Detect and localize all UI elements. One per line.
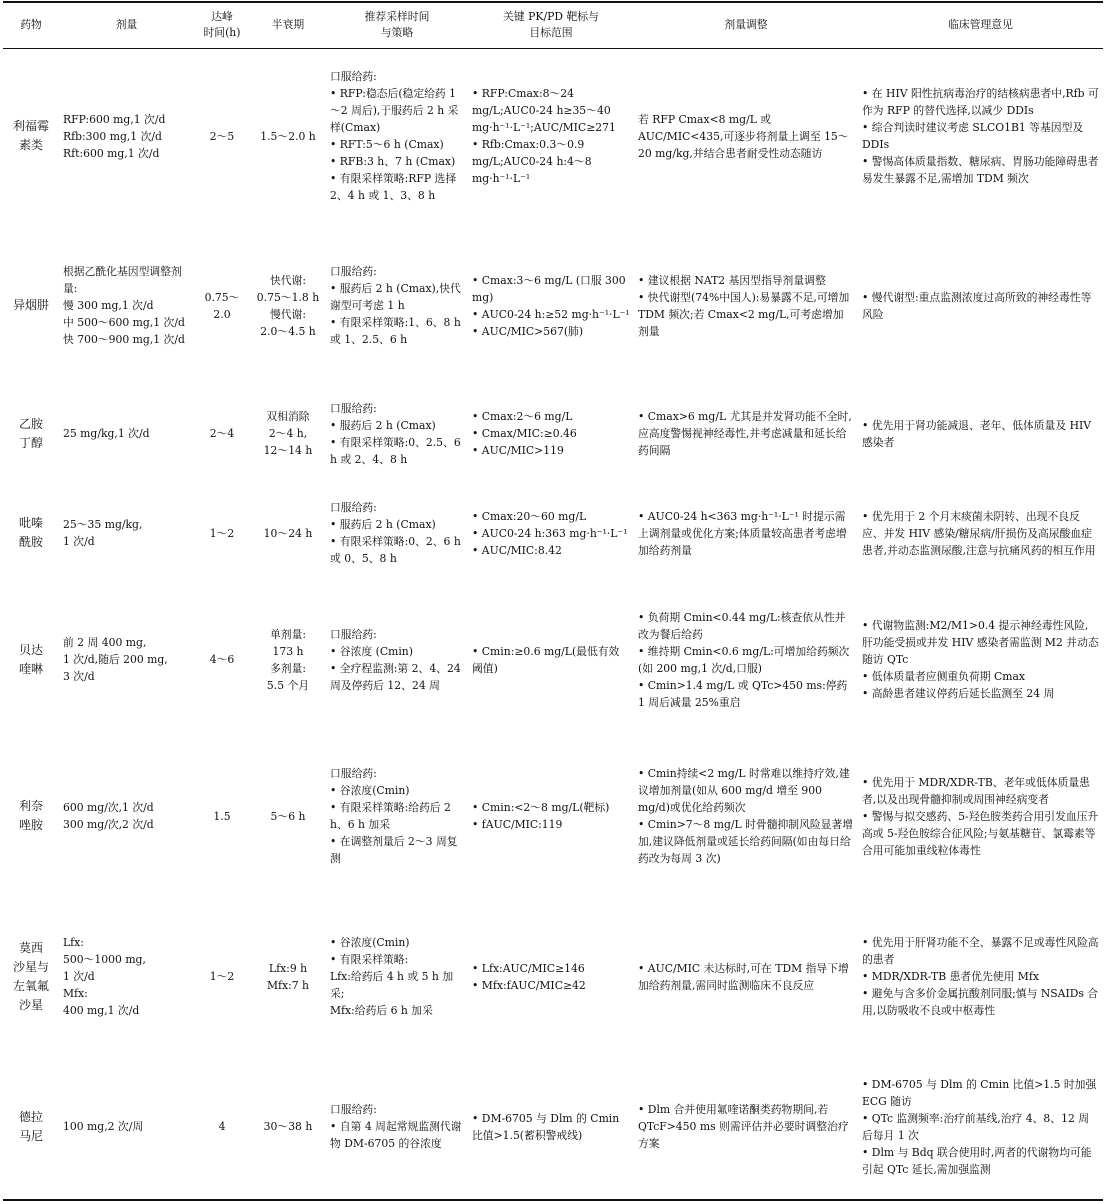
cell-line: • 优先用于肾功能减退、老年、低体质量及 HIV 感染者 — [862, 418, 1092, 449]
cell-target — [468, 586, 634, 733]
cell-line: Rft:600 mg,1 次/d — [63, 146, 160, 160]
cell-line: • QTc 监测频率:治疗前基线,治疗 4、8、12 周后每月 1 次 — [862, 1111, 1090, 1142]
cell-line: • 服药后 2 h (Cmax),快代谢型可考虑 1 h — [330, 282, 461, 312]
cell-line: Lfx: — [63, 936, 84, 949]
text-line: 唑胺 — [18, 818, 43, 832]
text-line: 德拉 — [18, 1109, 43, 1124]
cell-sampling — [326, 586, 468, 733]
cell-line: • Lfx:AUC/MIC≥146 — [472, 961, 585, 975]
cell-half-life — [250, 1054, 326, 1200]
cell-adjust — [634, 733, 858, 899]
cell-line: • 警惕高体质量指数、糖尿病、胃肠功能障碍患者易发生暴露不足,需增加 TDM 频次 — [862, 155, 1099, 186]
cell-line: 口服给药: — [330, 401, 377, 415]
text-line: 10～24 h — [263, 526, 313, 540]
text-line: 目标范围 — [529, 26, 573, 40]
cell-line: • AUC/MIC:8.42 — [472, 543, 562, 557]
text-line: 关键 PK/PD 靶标与 — [503, 10, 599, 24]
header-drug — [3, 2, 59, 48]
cell-line: • RFB:3 h、7 h (Cmax) — [330, 155, 456, 169]
cell-tmax — [194, 48, 250, 224]
text-line: Lfx:9 h — [268, 961, 308, 975]
cell-line: • RFP:稳态后(稳定给药 1～2 周后),于服药后 2 h 采样(Cmax) — [330, 87, 459, 135]
cell-sampling — [326, 224, 468, 387]
cell-line: • 负荷期 Cmin<0.44 mg/L:核查依从性并改为餐后给药 — [638, 610, 846, 641]
text-line: 4 — [218, 1120, 226, 1133]
text-line: 30～38 h — [263, 1120, 313, 1133]
cell-line: • 谷浓度(Cmin) — [330, 784, 410, 797]
table-row — [3, 586, 1103, 733]
cell-line: • 建议根据 NAT2 基因型指导剂量调整 — [638, 273, 826, 287]
table-row — [3, 387, 1103, 480]
cell-line: • RFP:Cmax:8～24 mg/L;AUC0-24 h≥35～40 mg·h⁻¹·L⁻¹;AUC/MIC≥271 — [472, 87, 616, 135]
cell-line: • 在 HIV 阳性抗病毒治疗的结核病患者中,Rfb 可作为 RFP 的替代选择,以减少 DDIs — [862, 87, 1099, 118]
cell-line: 口服给药: — [330, 501, 377, 514]
cell-line: • MDR/XDR-TB 患者优先使用 Mfx — [862, 970, 1039, 983]
text-line: 0.75～1.8 h — [256, 290, 320, 304]
cell-line: • Dlm 合并使用氟喹诺酮类药物期间,若 QTcF>450 ms 则需评估并必要时调整治疗方案 — [638, 1103, 849, 1150]
cell-line: • Cmax:2～6 mg/L — [472, 410, 573, 423]
cell-target — [468, 387, 634, 480]
text-line: 1～2 — [209, 526, 235, 540]
cell-dose — [59, 224, 194, 387]
cell-clinical — [858, 480, 1103, 586]
cell-line: • 代谢物监测:M2/M1>0.4 提示神经毒性风险,肝功能受损或并发 HIV 感染者需监测 M2 并动态随访 QTc — [862, 619, 1099, 666]
cell-line: • 有限采样策略:RFP 选择 2、4 h 或 1、3、8 h — [330, 172, 457, 203]
text-line: 2～4 — [209, 427, 235, 440]
header-clinical — [858, 2, 1103, 48]
cell-line: • Dlm 与 Bdq 联合使用时,两者的代谢物均可能引起 QTc 延长,需加强监测 — [862, 1145, 1092, 1176]
cell-line: • 全疗程监测:第 2、4、24 周及停药后 12、24 周 — [330, 661, 461, 692]
cell-drug — [3, 224, 59, 387]
cell-line: • 谷浓度 (Cmin) — [330, 644, 413, 658]
cell-target — [468, 224, 634, 387]
cell-half-life — [250, 48, 326, 224]
cell-line: • 服药后 2 h (Cmax) — [330, 518, 436, 531]
text-line: 临床管理意见 — [948, 18, 1013, 32]
cell-line: • 优先用于 MDR/XDR-TB、老年或低体质量患者,以及出现骨髓抑制或周围神经病变者 — [862, 775, 1090, 806]
cell-line: 若 RFP Cmax<8 mg/L 或 AUC/MIC<435,可逐步将剂量上调至 15～20 mg/kg,并结合患者耐受性动态随访 — [638, 112, 849, 160]
table-body — [3, 48, 1103, 1200]
text-line: 时间(h) — [203, 26, 241, 40]
cell-line: 25 mg/kg,1 次/d — [63, 427, 150, 440]
text-line: 2～4 h, — [268, 427, 308, 440]
cell-line: • Cmax:20～60 mg/L — [472, 509, 587, 523]
text-line: 173 h — [272, 644, 304, 658]
text-line: 异烟肼 — [12, 298, 49, 312]
table-row — [3, 1054, 1103, 1200]
text-line: 丁醇 — [18, 435, 43, 450]
cell-line: • 维持期 Cmin<0.6 mg/L:可增加给药频次(如 200 mg,1 次/d,口服) — [638, 644, 850, 675]
cell-clinical — [858, 586, 1103, 733]
cell-adjust — [634, 586, 858, 733]
text-line: 莫西 — [18, 940, 43, 955]
cell-sampling — [326, 1054, 468, 1200]
cell-dose — [59, 480, 194, 586]
text-line: 1.5～2.0 h — [260, 129, 316, 143]
text-line: 2.0 — [213, 307, 231, 321]
cell-clinical — [858, 1054, 1103, 1200]
cell-dose — [59, 586, 194, 733]
cell-tmax — [194, 224, 250, 387]
text-line: 1～2 — [209, 970, 235, 983]
text-line: 药物 — [20, 18, 42, 32]
cell-line: • AUC0-24 h:≥52 mg·h⁻¹·L⁻¹ — [472, 307, 630, 321]
cell-dose — [59, 387, 194, 480]
cell-tmax — [194, 1054, 250, 1200]
cell-line: • Cmin持续<2 mg/L 时常难以维持疗效,建议增加剂量(如从 600 mg/d 增至 900 mg/d)或优化给药频次 — [638, 767, 850, 814]
cell-line: 慢 300 mg,1 次/d — [63, 299, 154, 312]
text-line: 左氧氟 — [12, 978, 49, 993]
cell-line: Lfx:给药后 4 h 或 5 h 加采; — [330, 970, 454, 1000]
text-line: 沙星与 — [12, 959, 49, 974]
cell-line: • 优先用于 2 个月末痰菌未阴转、出现不良反应、并发 HIV 感染/糖尿病/肝损伤及高尿酸血症患者,并动态监测尿酸,注意与抗痛风药的相互作用 — [862, 509, 1096, 557]
cell-line: • 有限采样策略: — [330, 953, 409, 966]
cell-line: • 优先用于肝肾功能不全、暴露不足或毒性风险高的患者 — [862, 936, 1099, 966]
cell-sampling — [326, 733, 468, 899]
cell-tmax — [194, 480, 250, 586]
text-line: 半衰期 — [271, 18, 305, 32]
cell-line: • 服药后 2 h (Cmax) — [330, 418, 436, 432]
text-line: 达峰 — [211, 10, 233, 24]
cell-drug — [3, 899, 59, 1054]
text-line: 喹啉 — [18, 661, 43, 676]
cell-sampling — [326, 480, 468, 586]
cell-dose — [59, 733, 194, 899]
table-row — [3, 224, 1103, 387]
cell-line: • Mfx:fAUC/MIC≥42 — [472, 978, 586, 992]
cell-target — [468, 899, 634, 1054]
cell-line: • 高龄患者建议停药后延长监测至 24 周 — [862, 687, 1055, 700]
cell-line: 3 次/d — [63, 670, 95, 683]
cell-line: • AUC0-24 h<363 mg·h⁻¹·L⁻¹ 时提示需上调剂量或优化方案;体质量较高患者考虑增加给药剂量 — [638, 509, 847, 557]
cell-line: • Cmin>1.4 mg/L 或 QTc>450 ms:停药 1 周后减量 25%重启 — [638, 678, 848, 709]
cell-dose — [59, 1054, 194, 1200]
cell-drug — [3, 733, 59, 899]
cell-target — [468, 48, 634, 224]
cell-line: 口服给药: — [330, 1103, 377, 1116]
text-line: 双相消除 — [266, 410, 310, 423]
table-row — [3, 48, 1103, 224]
cell-line: • AUC/MIC>567(肺) — [472, 324, 584, 338]
cell-line: • 慢代谢型:重点监测浓度过高所致的神经毒性等风险 — [862, 290, 1092, 321]
header-target — [468, 2, 634, 48]
cell-line: 1 次/d — [63, 535, 95, 548]
cell-line: • 有限采样策略:给药后 2 h、6 h 加采 — [330, 801, 451, 831]
cell-clinical — [858, 387, 1103, 480]
cell-drug — [3, 48, 59, 224]
cell-line: 口服给药: — [330, 70, 377, 84]
cell-target — [468, 733, 634, 899]
cell-line: • fAUC/MIC:119 — [472, 818, 563, 831]
cell-target — [468, 480, 634, 586]
cell-half-life — [250, 733, 326, 899]
cell-line: • Cmin>7～8 mg/L 时骨髓抑制风险显著增加,建议降低剂量或延长给药间隔(如由每日给药改为每周 3 次) — [638, 818, 854, 865]
cell-tmax — [194, 586, 250, 733]
header-row — [3, 2, 1103, 48]
cell-line: • Cmax:3～6 mg/L (口服 300 mg) — [472, 273, 626, 304]
text-line: 推荐采样时间 — [364, 10, 430, 24]
cell-target — [468, 1054, 634, 1200]
cell-line: 口服给药: — [330, 627, 377, 641]
cell-adjust — [634, 899, 858, 1054]
cell-line: RFP:600 mg,1 次/d — [63, 112, 166, 126]
cell-line: 500～1000 mg, — [63, 953, 146, 966]
cell-line: 1 次/d,随后 200 mg, — [63, 653, 168, 666]
header-half-life — [250, 2, 326, 48]
text-line: Mfx:7 h — [266, 978, 310, 992]
cell-line: Mfx: — [63, 987, 88, 1000]
cell-drug — [3, 387, 59, 480]
cell-adjust — [634, 1054, 858, 1200]
dosing-table-container — [3, 1, 1103, 1201]
cell-line: 口服给药: — [330, 265, 377, 278]
cell-half-life — [250, 224, 326, 387]
cell-line: • 低体质量者应侧重负荷期 Cmax — [862, 670, 1026, 683]
cell-line: 100 mg,2 次/周 — [63, 1120, 144, 1133]
cell-line: • 有限采样策略:0、2.5、6 h 或 2、4、8 h — [330, 435, 461, 466]
header-adjust — [634, 2, 858, 48]
cell-half-life — [250, 480, 326, 586]
cell-line: 根据乙酰化基因型调整剂量: — [63, 265, 182, 295]
cell-line: 口服给药: — [330, 767, 377, 780]
header-sampling — [326, 2, 468, 48]
cell-line: 600 mg/次,1 次/d — [63, 801, 154, 814]
text-line: 利奈 — [18, 799, 43, 813]
cell-adjust — [634, 480, 858, 586]
cell-line: • 自第 4 周起常规监测代谢物 DM-6705 的谷浓度 — [330, 1120, 462, 1150]
cell-drug — [3, 586, 59, 733]
cell-line: Mfx:给药后 6 h 加采 — [330, 1004, 433, 1017]
cell-line: • AUC/MIC 未达标时,可在 TDM 指导下增加给药剂量,需同时监测临床不良反应 — [638, 961, 849, 992]
text-line: 0.75～ — [204, 290, 240, 304]
cell-line: • Cmin:<2～8 mg/L(靶标) — [472, 801, 610, 814]
cell-adjust — [634, 387, 858, 480]
cell-adjust — [634, 224, 858, 387]
text-line: 吡嗪 — [18, 516, 43, 530]
cell-line: • 在调整剂量后 2～3 周复测 — [330, 835, 458, 865]
text-line: 贝达 — [18, 642, 43, 657]
cell-half-life — [250, 899, 326, 1054]
cell-line: • 谷浓度(Cmin) — [330, 936, 410, 949]
cell-line: 快 700～900 mg,1 次/d — [63, 333, 185, 346]
table-row — [3, 480, 1103, 586]
text-line: 5.5 个月 — [266, 678, 310, 692]
cell-line: • 避免与含多价金属抗酸剂同服;慎与 NSAIDs 合用,以防吸收不良或中枢毒性 — [862, 987, 1099, 1017]
table-row — [3, 899, 1103, 1054]
cell-dose — [59, 48, 194, 224]
text-line: 剂量调整 — [724, 18, 768, 32]
cell-line: • 警惕与拟交感药、5-羟色胺类药合用引发血压升高或 5-羟色胺综合征风险;与氨基糖苷、氯霉素等合用可能加重线粒体毒性 — [862, 809, 1099, 857]
text-line: 5～6 h — [270, 809, 306, 823]
text-line: 与策略 — [380, 26, 414, 40]
cell-line: 前 2 周 400 mg, — [63, 636, 147, 649]
cell-clinical — [858, 733, 1103, 899]
cell-line: 25～35 mg/kg, — [63, 518, 143, 531]
cell-half-life — [250, 387, 326, 480]
text-line: 2～5 — [209, 129, 235, 143]
cell-line: 1 次/d — [63, 970, 95, 983]
text-line: 快代谢: — [269, 273, 307, 287]
cell-line: • 有限采样策略:0、2、6 h 或 0、5、8 h — [330, 535, 461, 565]
cell-line: Rfb:300 mg,1 次/d — [63, 129, 162, 143]
text-line: 单剂量: — [269, 627, 307, 641]
cell-line: 400 mg,1 次/d — [63, 1004, 140, 1017]
cell-sampling — [326, 48, 468, 224]
text-line: 多剂量: — [269, 661, 307, 675]
text-line: 剂量 — [115, 18, 138, 32]
cell-line: • 快代谢型(74%中国人):易暴露不足,可增加 TDM 频次;若 Cmax<2 mg/L,可考虑增加剂量 — [638, 290, 850, 338]
cell-dose — [59, 899, 194, 1054]
cell-clinical — [858, 224, 1103, 387]
cell-clinical — [858, 899, 1103, 1054]
cell-tmax — [194, 387, 250, 480]
cell-adjust — [634, 48, 858, 224]
text-line: 乙胺 — [18, 416, 43, 431]
cell-line: • Cmax/MIC:≥0.46 — [472, 427, 577, 440]
text-line: 沙星 — [18, 997, 43, 1012]
text-line: 慢代谢: — [269, 307, 307, 321]
text-line: 1.5 — [213, 809, 231, 823]
cell-line: • Rfb:Cmax:0.3～0.9 mg/L;AUC0-24 h:4～8 mg·h⁻¹·L⁻¹ — [472, 138, 592, 186]
cell-line: • DM-6705 与 Dlm 的 Cmin 比值>1.5(蓄积警戒线) — [472, 1111, 620, 1142]
cell-line: • AUC/MIC>119 — [472, 444, 564, 457]
cell-sampling — [326, 899, 468, 1054]
cell-half-life — [250, 586, 326, 733]
text-line: 酰胺 — [18, 535, 43, 549]
tdm-dosing-table — [3, 1, 1103, 1201]
text-line: 2.0～4.5 h — [260, 324, 316, 338]
text-line: 素类 — [18, 138, 43, 153]
text-line: 利福霉 — [12, 119, 49, 134]
cell-drug — [3, 480, 59, 586]
cell-drug — [3, 1054, 59, 1200]
text-line: 马尼 — [18, 1128, 43, 1143]
cell-line: • RFT:5～6 h (Cmax) — [330, 138, 444, 152]
text-line: 12～14 h — [263, 444, 313, 457]
cell-line: • Cmin:≥0.6 mg/L(最低有效阈值) — [472, 644, 620, 675]
cell-line: • 有限采样策略:1、6、8 h 或 1、2.5、6 h — [330, 316, 461, 346]
cell-line: • AUC0-24 h:363 mg·h⁻¹·L⁻¹ — [472, 526, 628, 540]
header-tmax — [194, 2, 250, 48]
cell-line: 中 500～600 mg,1 次/d — [63, 316, 185, 329]
cell-line: • 综合判读时建议考虑 SLCO1B1 等基因型及 DDIs — [862, 121, 1084, 152]
cell-clinical — [858, 48, 1103, 224]
cell-tmax — [194, 899, 250, 1054]
cell-tmax — [194, 733, 250, 899]
cell-line: • Cmax>6 mg/L 尤其是并发肾功能不全时,应高度警惕视神经毒性,并考虑减量和延长给药间隔 — [638, 410, 852, 457]
cell-line: 300 mg/次,2 次/d — [63, 818, 154, 831]
text-line: 4～6 — [209, 653, 235, 666]
table-row — [3, 733, 1103, 899]
cell-sampling — [326, 387, 468, 480]
cell-line: • DM-6705 与 Dlm 的 Cmin 比值>1.5 时加强 ECG 随访 — [862, 1077, 1097, 1108]
header-dose — [59, 2, 194, 48]
